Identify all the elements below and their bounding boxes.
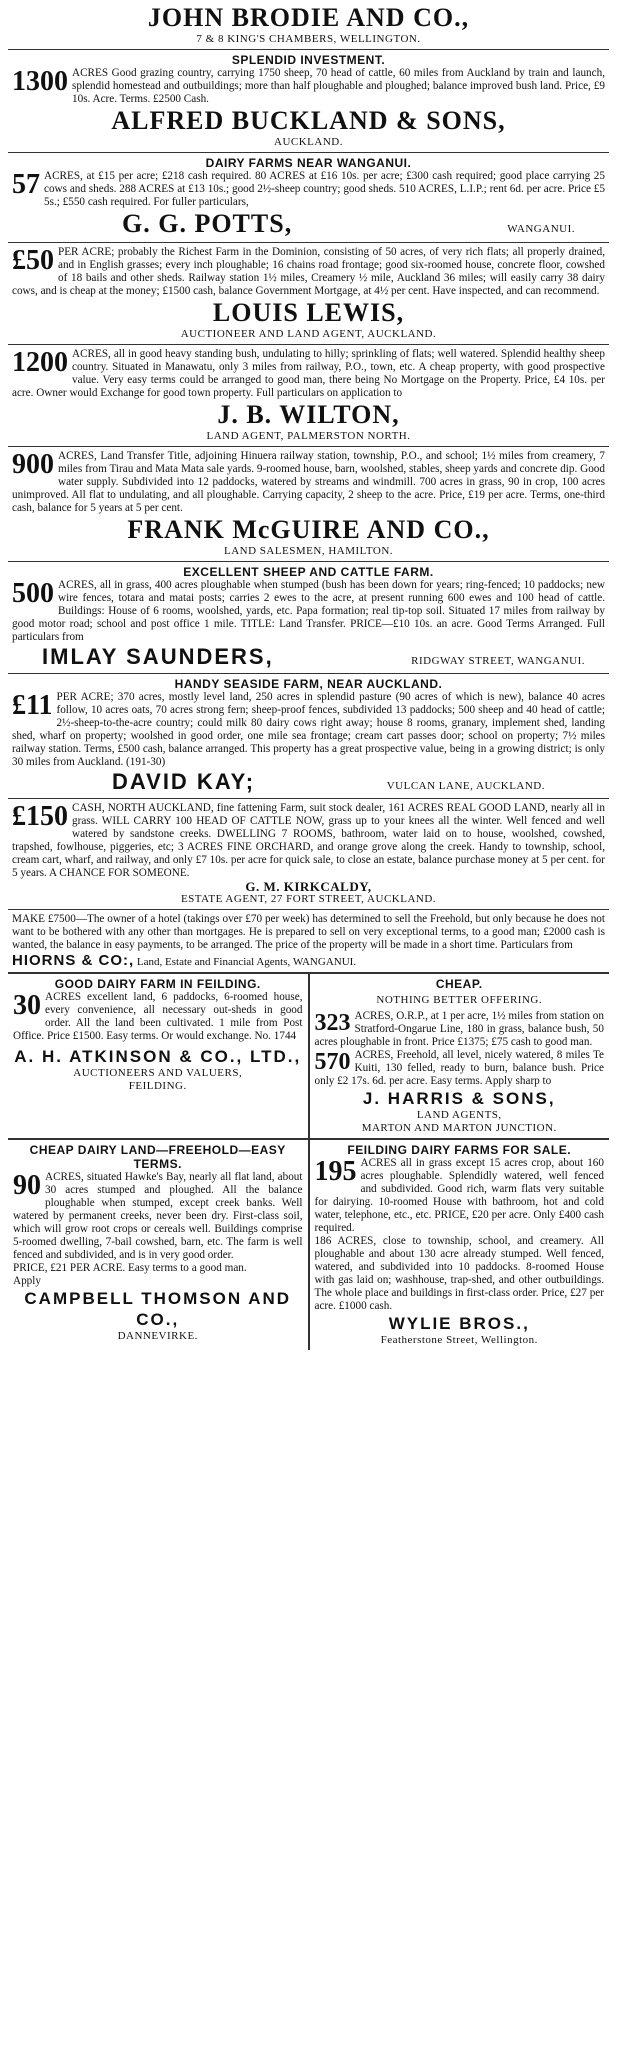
ad-lead-figure: 900 bbox=[12, 449, 54, 480]
ad-david-kay bbox=[8, 674, 609, 799]
ad-body bbox=[12, 691, 605, 769]
ad-lead-figure: 90 bbox=[13, 1170, 41, 1201]
advertiser-name: HIORNS & CO:, bbox=[12, 952, 135, 969]
ad-lead-figure: £11 bbox=[12, 690, 53, 721]
advertiser-place: FEILDING. bbox=[128, 1080, 187, 1092]
ad-subheading: NOTHING BETTER OFFERING. bbox=[376, 994, 543, 1006]
ad-lead-figure: 1300 bbox=[12, 66, 68, 97]
ad-heading: DAIRY FARMS NEAR WANGANUI. bbox=[205, 156, 412, 170]
ad-text: ACRES, Land Transfer Title, adjoining Hinuera railway station, township, P.O., and school; 1½ miles from creamery, 7 miles from Tirau and Mata Mata sale yards. 9-roomed house, barn, woolshed, stables, sheep yards and concrete dip. Good water supply. Subdivided into 12 paddocks, watered by streams and windmill. 700 acres in grass, 90 in crop, 100 acres unimproved. All flat to undulating, and all ploughable. Carrying capacity, 2 sheep to the acre. Price, £19 per acre. Terms, one-third cash, balance for 5 years at 5 per cent. bbox=[12, 450, 605, 514]
advertiser-place: AUCKLAND. bbox=[274, 136, 343, 148]
ad-text: ACRES, Freehold, all level, nicely watered, 8 miles Te Kuiti, 130 felled, ready to burn, balance bush. Price only £2 17s. 6d. per acre. Easy terms. Apply sharp to bbox=[314, 1049, 604, 1087]
ad-lead-figure: 1200 bbox=[12, 347, 68, 378]
ad-heading: GOOD DAIRY FARM IN FEILDING. bbox=[54, 977, 261, 991]
ad-heading: CHEAP DAIRY LAND—FREEHOLD—EASY TERMS. bbox=[29, 1143, 286, 1171]
ad-kirkcaldy bbox=[8, 799, 609, 910]
ad-body bbox=[315, 1157, 605, 1235]
ad-text: ACRES all in grass except 15 acres crop, about 160 acres ploughable. Splendidly watered, well fenced and subdivided. Good rich, warm flats very suitable for dairying. 10-roomed House with bathroom, hot and cold water, telephone, etc., etc. PRICE, £20 per acre. Only £400 cash required. bbox=[314, 1157, 604, 1234]
ad-body bbox=[12, 802, 605, 880]
two-column-row-upper bbox=[8, 974, 609, 1140]
advertiser-place: MARTON AND MARTON JUNCTION. bbox=[361, 1122, 557, 1134]
ad-john-brodie bbox=[8, 0, 609, 50]
ad-louis-lewis bbox=[8, 243, 609, 345]
advertiser-name: A. H. ATKINSON & CO., LTD., bbox=[14, 1047, 302, 1066]
ad-text: ACRES Good grazing country, carrying 1750 sheep, 70 head of cattle, 60 miles from Auckland by train and launch, splendid homestead and outbuildings; more than half ploughable and ploughed; balance improved bush land. Price, £9 10s. Acre. Terms. £2500 Cash. bbox=[72, 67, 605, 105]
ad-lead-figure: 195 bbox=[314, 1156, 357, 1187]
advertiser-address: Featherstone Street, Wellington. bbox=[380, 1334, 538, 1346]
advertiser-place: WANGANUI. bbox=[507, 223, 575, 235]
ad-body bbox=[13, 1171, 303, 1262]
advertiser-name: G. M. KIRKCALDY, bbox=[245, 879, 372, 894]
ad-reference: (191-30) bbox=[126, 756, 166, 768]
ad-body-2 bbox=[315, 1049, 605, 1088]
ad-text: ACRES, all in good heavy standing bush, undulating to hilly; sprinkling of flats; well watered. Splendid healthy sheep country. Situated in Manawatu, only 3 miles from railway, P.O., town, etc. A cheap property, with good prospective value. Very easy terms could be arranged to good man, there being No Mortgage on the Property. Price, £4 10s. per acre. Owner would Exchange for good town property. Full particulars on application to bbox=[12, 348, 605, 399]
advertiser-role: LAND AGENTS, bbox=[416, 1109, 502, 1121]
ad-heading: EXCELLENT SHEEP AND CATTLE FARM. bbox=[183, 565, 434, 579]
ad-lead-figure: 323 bbox=[314, 1010, 351, 1036]
advertiser-name: J. HARRIS & SONS, bbox=[362, 1089, 556, 1108]
advertiser-name: IMLAY SAUNDERS, bbox=[42, 644, 274, 669]
advertiser-name: ALFRED BUCKLAND & SONS, bbox=[111, 106, 506, 135]
advertiser-name: DAVID KAY; bbox=[112, 769, 256, 794]
ad-body bbox=[12, 246, 605, 298]
ad-heading: SPLENDID INVESTMENT. bbox=[231, 53, 386, 67]
ad-alfred-buckland bbox=[8, 50, 609, 153]
ad-reference: No. 1744 bbox=[254, 1030, 297, 1042]
advertiser-role: AUCTIONEER AND LAND AGENT, AUCKLAND. bbox=[180, 328, 437, 340]
advertiser-address: RIDGWAY STREET, WANGANUI. bbox=[411, 655, 585, 667]
ad-imlay-saunders bbox=[8, 562, 609, 674]
advertiser-role: Land, Estate and Financial Agents, WANGANUI. bbox=[136, 956, 357, 968]
advertiser-name: FRANK McGUIRE AND CO., bbox=[127, 515, 490, 544]
advertiser-name: LOUIS LEWIS, bbox=[212, 298, 405, 327]
ad-campbell-thomson bbox=[8, 1140, 308, 1350]
advertiser-address: VULCAN LANE, AUCKLAND. bbox=[386, 780, 545, 792]
two-column-row-lower bbox=[8, 1140, 609, 1350]
ad-body bbox=[12, 579, 605, 644]
ad-text: ACRES, all in grass, 400 acres ploughable when stumped (bush has been down for years; ring-fenced; 10 paddocks; new wire fences, totara and matai posts; carries 2 ewes to the acre, at present running 600 ewes and 100 head of cattle. Buildings: House of 6 rooms, woolshed, yards, etc. Papa formation; real tip-top soil. Situated 17 miles from railway by good motor road; school and post office 1 mile. TITLE: Land Transfer. PRICE—£10 10s. an acre. Good Terms Arranged. Full particulars from bbox=[12, 579, 605, 643]
ad-body-1 bbox=[315, 1010, 605, 1049]
ad-lead-figure: £150 bbox=[12, 801, 68, 832]
ad-text: ACRES excellent land, 6 paddocks, 6-roomed house, every convenience, all necessary out-sheds in good order. All the land been cultivated. 1 mile from Post Office. Price £1500. Easy terms. Or would exchange. bbox=[13, 991, 303, 1042]
advertiser-address: 7 & 8 KING'S CHAMBERS, WELLINGTON. bbox=[196, 33, 421, 45]
ad-price: PRICE, £21 PER ACRE. Easy terms to a good man. bbox=[13, 1262, 247, 1274]
advertiser-name: J. B. WILTON, bbox=[217, 400, 400, 429]
ad-j-harris bbox=[308, 974, 610, 1138]
ad-text: PER ACRE; probably the Richest Farm in the Dominion, consisting of 50 acres, of very rich flats; all properly drained, and in English grasses; every inch ploughable; 16 chains road frontage; good six-roomed house, concrete floor, cowshed of 18 bails and other sheds. Railway station 1½ miles, Creamery ½ mile, Auckland 36 miles; will easily carry 38 dairy cows, and is cheap at the money; £1500 cash, balance Government Mortgage, at 4½ per cent. Have inspected, and can recommend. bbox=[12, 246, 605, 297]
advertiser-line bbox=[12, 952, 605, 969]
ad-body bbox=[12, 67, 605, 106]
advertiser-place: DANNEVIRKE. bbox=[117, 1330, 198, 1342]
ad-lead-figure: 570 bbox=[314, 1049, 351, 1075]
ad-body bbox=[12, 170, 605, 209]
ad-text: CASH, NORTH AUCKLAND, fine fattening Farm, suit stock dealer, 161 ACRES REAL GOOD LAND, nearly all in grass. WILL CARRY 100 HEAD OF CATTLE NOW, grass up to your knees all the winter. Well fenced and well watered by sandstone creeks. DWELLING 7 ROOMS, bathroom, water laid on to house, woolshed, cowshed, trapshed, fowlhouse, piggeries, etc; 3 ACRES FINE ORCHARD, and orange grove along the creek. Handy to township, school, cream cart, wharf, and railway, and only £7 10s. per acre for quick sale, to close an estate, balance purchase money at 5 per cent. for 5 years. A CHANCE FOR SOMEONE. bbox=[12, 802, 605, 879]
advertiser-role: ESTATE AGENT, 27 FORT STREET, AUCKLAND. bbox=[180, 893, 437, 905]
advertiser-name: G. G. POTTS, bbox=[122, 209, 293, 238]
ad-body: MAKE £7500—The owner of a hotel (takings over £70 per week) has determined to sell the Freehold, but only because he does not want to be bothered with any other than mortgages. He is prepared to sell on very exceptional terms, to a good man; £2000 cash is wanted, the balance in easy payments, to be arranged. The price of the property will be made in a short time. Particulars from bbox=[12, 913, 605, 951]
advertiser-name: CAMPBELL THOMSON AND CO., bbox=[24, 1289, 292, 1329]
advertiser-name: JOHN BRODIE AND CO., bbox=[147, 3, 470, 32]
ad-text: ACRES, at £15 per acre; £218 cash required. 80 ACRES at £16 10s. per acre; £300 cash required; good place carrying 25 cows and sheds. 288 ACRES at £13 10s.; good 2½-sheep country; good sheds. 510 ACRES, L.I.P.; rent 6d. per acre. Price £5 5s.; £550 cash required. For fuller particulars, bbox=[44, 170, 605, 208]
ad-lead-figure: 57 bbox=[12, 169, 40, 200]
ad-frank-mcguire bbox=[8, 447, 609, 562]
ad-wylie-bros bbox=[308, 1140, 610, 1350]
ad-body bbox=[12, 348, 605, 400]
ad-atkinson bbox=[8, 974, 308, 1138]
advertiser-role: AUCTIONEERS AND VALUERS, bbox=[73, 1067, 243, 1079]
ad-apply: Apply bbox=[13, 1275, 41, 1287]
classified-page bbox=[8, 0, 609, 1350]
ad-heading: CHEAP. bbox=[435, 977, 483, 991]
ad-j-b-wilton bbox=[8, 345, 609, 447]
ad-text: ACRES, O.R.P., at 1 per acre, 1½ miles from station on Stratford-Ongarue Line, 180 in grass, balance bush, 50 acres ploughable in front. Price £1375; £75 cash to good man. bbox=[314, 1010, 604, 1048]
ad-g-g-potts bbox=[8, 153, 609, 243]
ad-hiorns bbox=[8, 910, 609, 974]
ad-lead-figure: £50 bbox=[12, 245, 54, 276]
ad-body bbox=[13, 991, 303, 1043]
ad-heading: FEILDING DAIRY FARMS FOR SALE. bbox=[347, 1143, 572, 1157]
ad-body-2: 186 ACRES, close to township, school, and creamery. All ploughable and about 130 acre already stumped. Well fenced, watered, and subdivided into 10 paddocks. 8-roomed House with gas laid on; washhouse, trap-shed, and other outbuildings. The whole place and buildings in first-class order. Price, £27 per acre. £1000 cash. bbox=[314, 1235, 604, 1312]
ad-lead-figure: 500 bbox=[12, 578, 54, 609]
ad-heading: HANDY SEASIDE FARM, NEAR AUCKLAND. bbox=[174, 677, 443, 691]
advertiser-role: LAND AGENT, PALMERSTON NORTH. bbox=[206, 430, 411, 442]
advertiser-role: LAND SALESMEN, HAMILTON. bbox=[223, 545, 394, 557]
ad-text: ACRES, situated Hawke's Bay, nearly all flat land, about 30 acres stumped and ploughed. All the balance ploughable when stumped, except creek banks. Well watered by permanent creeks, never been dry. First-class soil, which will grow root crops or cereals well. Buildings comprise 5-roomed dwelling, 7-bail cowshed, barn, etc. The farm is well fenced and subdivided, and is in very good order. bbox=[13, 1171, 303, 1261]
ad-body bbox=[12, 450, 605, 515]
ad-text: PER ACRE; 370 acres, mostly level land, 250 acres in splendid pasture (90 acres of which is new), balance 40 acres follow, 10 acres oats, 70 acres strong fern; sheep-proof fences, subdivided 13 paddocks; 500 sheep and 40 head of cattle; 2½-sheep-to-the-acre country; could milk 80 dairy cows right away; house 8 rooms, granary, implement shed, landing shed, wharf on property; woolshed in good order, one mile sea frontage; cream cart passes door; school on property; 7½ miles railway station. Terms, £500 cash, balance arranged. This property has a great prospective value, being in a growing district; is only 30 miles from Auckland. bbox=[12, 691, 605, 768]
ad-lead-figure: 30 bbox=[13, 990, 41, 1021]
advertiser-name: WYLIE BROS., bbox=[388, 1314, 530, 1333]
